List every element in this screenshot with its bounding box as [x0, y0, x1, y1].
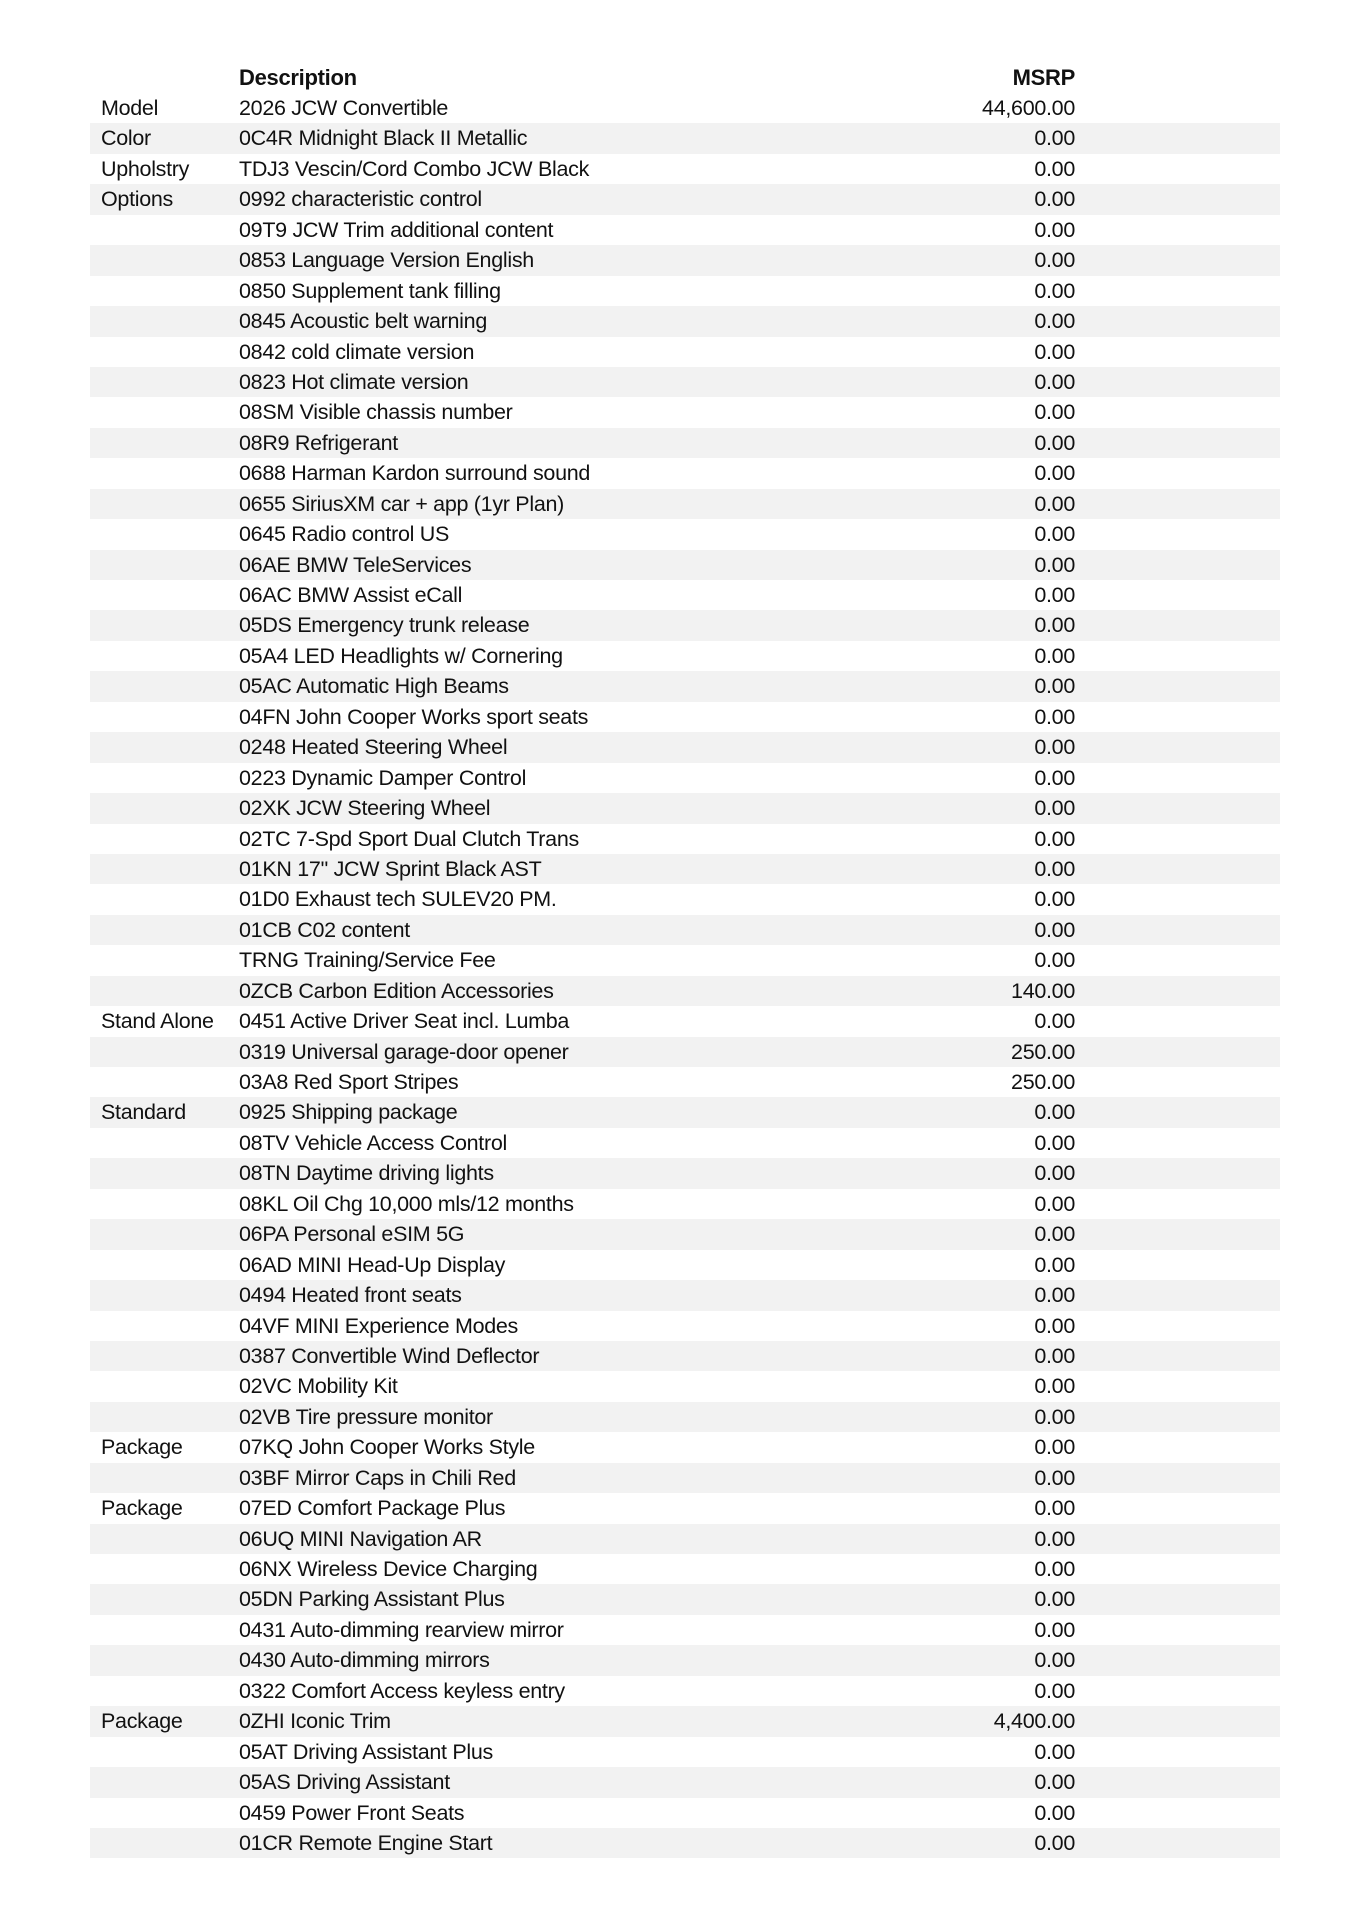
row-msrp: 0.00	[1034, 1222, 1075, 1247]
table-row	[90, 123, 1280, 153]
row-msrp: 0.00	[1034, 1830, 1075, 1855]
row-msrp: 0.00	[1034, 948, 1075, 973]
table-row	[90, 1706, 1280, 1736]
table-row	[90, 854, 1280, 884]
row-description: 0ZHI Iconic Trim	[239, 1709, 391, 1734]
row-msrp: 0.00	[1034, 1283, 1075, 1308]
row-msrp: 0.00	[1034, 1191, 1075, 1216]
table-row	[90, 610, 1280, 640]
row-description: 0853 Language Version English	[239, 248, 534, 273]
table-row	[90, 1280, 1280, 1310]
table-row	[90, 641, 1280, 671]
row-category: Standard	[101, 1100, 186, 1125]
row-description: 0C4R Midnight Black II Metallic	[239, 126, 528, 151]
row-msrp: 0.00	[1034, 583, 1075, 607]
row-description: 05A4 LED Headlights w/ Cornering	[239, 643, 563, 668]
row-msrp: 0.00	[1034, 187, 1075, 212]
row-description: 0688 Harman Kardon surround sound	[239, 461, 591, 486]
row-msrp: 0.00	[1034, 461, 1075, 486]
row-msrp: 0.00	[1034, 1678, 1075, 1703]
table-row	[90, 945, 1280, 975]
row-msrp: 0.00	[1034, 826, 1075, 851]
table-row	[90, 154, 1280, 184]
table-row	[90, 1006, 1280, 1036]
table-row	[90, 1554, 1280, 1584]
table-row	[90, 367, 1280, 397]
row-msrp: 0.00	[1034, 491, 1075, 516]
row-msrp: 0.00	[1034, 674, 1075, 699]
table-row	[90, 1432, 1280, 1462]
row-description: 05AC Automatic High Beams	[239, 674, 509, 699]
row-description: 0ZCB Carbon Edition Accessories	[239, 978, 554, 1003]
row-msrp: 0.00	[1034, 248, 1075, 273]
row-msrp: 0.00	[1034, 1435, 1075, 1460]
row-msrp: 0.00	[1034, 400, 1075, 425]
row-description: 01CB C02 content	[239, 917, 410, 942]
table-row	[90, 1463, 1280, 1493]
table-row	[90, 550, 1280, 580]
row-description: 02TC 7-Spd Sport Dual Clutch Trans	[239, 826, 579, 851]
row-msrp: 0.00	[1034, 278, 1075, 303]
row-description: 02VB Tire pressure monitor	[239, 1404, 493, 1429]
row-description: 06AE BMW TeleServices	[239, 552, 472, 577]
table-row	[90, 702, 1280, 732]
row-category: Package	[101, 1435, 183, 1460]
table-row	[90, 976, 1280, 1006]
table-row	[90, 337, 1280, 367]
row-description: 0322 Comfort Access keyless entry	[239, 1678, 565, 1703]
table-row	[90, 1828, 1280, 1858]
row-msrp: 0.00	[1034, 1404, 1075, 1429]
row-description: 01CR Remote Engine Start	[239, 1830, 493, 1855]
table-row	[90, 1584, 1280, 1614]
table-row	[90, 1067, 1280, 1097]
row-description: 08TN Daytime driving lights	[239, 1161, 494, 1186]
row-description: 01D0 Exhaust tech SULEV20 PM.	[239, 887, 557, 912]
table-row	[90, 1158, 1280, 1188]
row-description: 01KN 17" JCW Sprint Black AST	[239, 856, 542, 881]
row-msrp: 0.00	[1034, 1313, 1075, 1338]
row-msrp: 0.00	[1034, 1252, 1075, 1277]
row-msrp: 0.00	[1034, 1739, 1075, 1764]
table-row	[90, 1645, 1280, 1675]
table-row	[90, 184, 1280, 214]
row-description: 08R9 Refrigerant	[239, 430, 398, 455]
msrp-column-header: MSRP	[1012, 65, 1075, 90]
table-row	[90, 580, 1280, 610]
row-msrp: 0.00	[1034, 735, 1075, 760]
table-row	[90, 1767, 1280, 1797]
row-msrp: 0.00	[1034, 917, 1075, 942]
table-row	[90, 1402, 1280, 1432]
table-row	[90, 1189, 1280, 1219]
row-description: 05AT Driving Assistant Plus	[239, 1739, 493, 1764]
table-row	[90, 1037, 1280, 1067]
table-row	[90, 824, 1280, 854]
row-category: Upholstry	[101, 156, 190, 181]
row-category: Model	[101, 96, 159, 120]
row-description: 0842 cold climate version	[239, 339, 475, 364]
row-description: 0655 SiriusXM car + app (1yr Plan)	[239, 491, 564, 516]
row-msrp: 0.00	[1034, 126, 1075, 151]
row-category: Options	[101, 187, 173, 212]
table-row	[90, 1341, 1280, 1371]
row-msrp: 0.00	[1034, 1648, 1075, 1673]
row-msrp: 0.00	[1034, 1496, 1075, 1521]
table-row	[90, 93, 1280, 123]
row-description: 06NX Wireless Device Charging	[239, 1557, 538, 1581]
table-row	[90, 489, 1280, 519]
row-msrp: 0.00	[1034, 1130, 1075, 1155]
table-row	[90, 1615, 1280, 1645]
price-sheet	[90, 63, 1280, 1858]
row-category: Package	[101, 1709, 183, 1734]
table-row	[90, 519, 1280, 549]
row-description: 0494 Heated front seats	[239, 1283, 462, 1308]
row-msrp: 0.00	[1034, 704, 1075, 729]
row-description: 0430 Auto-dimming mirrors	[239, 1648, 490, 1673]
row-msrp: 0.00	[1034, 1800, 1075, 1825]
table-row	[90, 1097, 1280, 1127]
row-msrp: 0.00	[1034, 369, 1075, 394]
row-description: 0431 Auto-dimming rearview mirror	[239, 1617, 564, 1642]
row-description: 0451 Active Driver Seat incl. Lumba	[239, 1009, 570, 1034]
table-body	[90, 93, 1280, 1858]
table-row	[90, 1737, 1280, 1767]
table-row	[90, 1250, 1280, 1280]
row-msrp: 0.00	[1034, 1161, 1075, 1186]
row-description: 03BF Mirror Caps in Chili Red	[239, 1465, 516, 1490]
table-row	[90, 428, 1280, 458]
row-msrp: 0.00	[1034, 613, 1075, 638]
row-msrp: 0.00	[1034, 552, 1075, 577]
row-description: 2026 JCW Convertible	[239, 96, 449, 120]
row-description: 04VF MINI Experience Modes	[239, 1313, 518, 1338]
table-row	[90, 1371, 1280, 1401]
row-msrp: 0.00	[1034, 430, 1075, 455]
table-row	[90, 763, 1280, 793]
row-description: 02XK JCW Steering Wheel	[239, 796, 491, 821]
row-description: 0223 Dynamic Damper Control	[239, 765, 527, 790]
row-description: 0645 Radio control US	[239, 522, 450, 547]
table-row	[90, 458, 1280, 488]
row-description: 08KL Oil Chg 10,000 mls/12 months	[239, 1191, 574, 1216]
row-msrp: 44,600.00	[982, 96, 1075, 120]
row-msrp: 0.00	[1034, 1587, 1075, 1612]
row-description: 06AD MINI Head-Up Display	[239, 1252, 506, 1277]
table-row	[90, 1219, 1280, 1249]
row-msrp: 0.00	[1034, 1465, 1075, 1490]
table-row	[90, 397, 1280, 427]
table-row	[90, 306, 1280, 336]
row-description: 08SM Visible chassis number	[239, 400, 513, 425]
row-msrp: 0.00	[1034, 765, 1075, 790]
table-row	[90, 215, 1280, 245]
table-row	[90, 732, 1280, 762]
row-description: 0459 Power Front Seats	[239, 1800, 465, 1825]
row-msrp: 0.00	[1034, 856, 1075, 881]
row-description: 0850 Supplement tank filling	[239, 278, 501, 303]
row-msrp: 0.00	[1034, 1100, 1075, 1125]
row-msrp: 250.00	[1011, 1070, 1075, 1094]
row-description: 05DN Parking Assistant Plus	[239, 1587, 505, 1612]
table-row	[90, 276, 1280, 306]
row-category: Stand Alone	[101, 1009, 214, 1034]
table-row	[90, 1676, 1280, 1706]
row-msrp: 0.00	[1034, 643, 1075, 668]
row-msrp: 0.00	[1034, 1526, 1075, 1551]
row-msrp: 0.00	[1034, 217, 1075, 242]
row-description: TRNG Training/Service Fee	[239, 948, 496, 973]
row-msrp: 0.00	[1034, 1617, 1075, 1642]
row-description: 0992 characteristic control	[239, 187, 482, 212]
row-description: 06UQ MINI Navigation AR	[239, 1526, 482, 1551]
table-header	[90, 63, 1280, 93]
table-row	[90, 884, 1280, 914]
row-description: 05DS Emergency trunk release	[239, 613, 530, 638]
row-description: 03A8 Red Sport Stripes	[239, 1070, 459, 1094]
row-description: 02VC Mobility Kit	[239, 1374, 398, 1399]
table-row	[90, 915, 1280, 945]
row-description: 0248 Heated Steering Wheel	[239, 735, 508, 760]
row-description: 07ED Comfort Package Plus	[239, 1496, 506, 1521]
row-msrp: 0.00	[1034, 156, 1075, 181]
row-description: 0823 Hot climate version	[239, 369, 469, 394]
table-row	[90, 793, 1280, 823]
row-msrp: 0.00	[1034, 309, 1075, 334]
row-msrp: 140.00	[1011, 978, 1075, 1003]
row-msrp: 0.00	[1034, 887, 1075, 912]
row-description: 09T9 JCW Trim additional content	[239, 217, 554, 242]
row-description: 04FN John Cooper Works sport seats	[239, 704, 589, 729]
row-description: 0319 Universal garage-door opener	[239, 1039, 569, 1064]
table-row	[90, 1798, 1280, 1828]
row-msrp: 0.00	[1034, 522, 1075, 547]
row-category: Package	[101, 1496, 183, 1521]
table-row	[90, 1493, 1280, 1523]
row-msrp: 0.00	[1034, 1009, 1075, 1034]
table-row	[90, 1128, 1280, 1158]
row-msrp: 4,400.00	[993, 1709, 1075, 1734]
row-description: 07KQ John Cooper Works Style	[239, 1435, 535, 1460]
table-row	[90, 1524, 1280, 1554]
description-column-header: Description	[239, 65, 357, 90]
row-description: 0925 Shipping package	[239, 1100, 458, 1125]
row-category: Color	[101, 126, 151, 151]
row-msrp: 0.00	[1034, 1770, 1075, 1795]
row-msrp: 250.00	[1011, 1039, 1075, 1064]
row-description: 0387 Convertible Wind Deflector	[239, 1343, 540, 1368]
row-description: 05AS Driving Assistant	[239, 1770, 450, 1795]
row-description: 08TV Vehicle Access Control	[239, 1130, 507, 1155]
table-row	[90, 1311, 1280, 1341]
row-description: 0845 Acoustic belt warning	[239, 309, 487, 334]
table-row	[90, 245, 1280, 275]
row-msrp: 0.00	[1034, 796, 1075, 821]
row-description: TDJ3 Vescin/Cord Combo JCW Black	[239, 156, 590, 181]
row-msrp: 0.00	[1034, 339, 1075, 364]
row-msrp: 0.00	[1034, 1557, 1075, 1581]
row-msrp: 0.00	[1034, 1374, 1075, 1399]
row-description: 06AC BMW Assist eCall	[239, 583, 463, 607]
row-description: 06PA Personal eSIM 5G	[239, 1222, 465, 1247]
table-row	[90, 671, 1280, 701]
row-msrp: 0.00	[1034, 1343, 1075, 1368]
